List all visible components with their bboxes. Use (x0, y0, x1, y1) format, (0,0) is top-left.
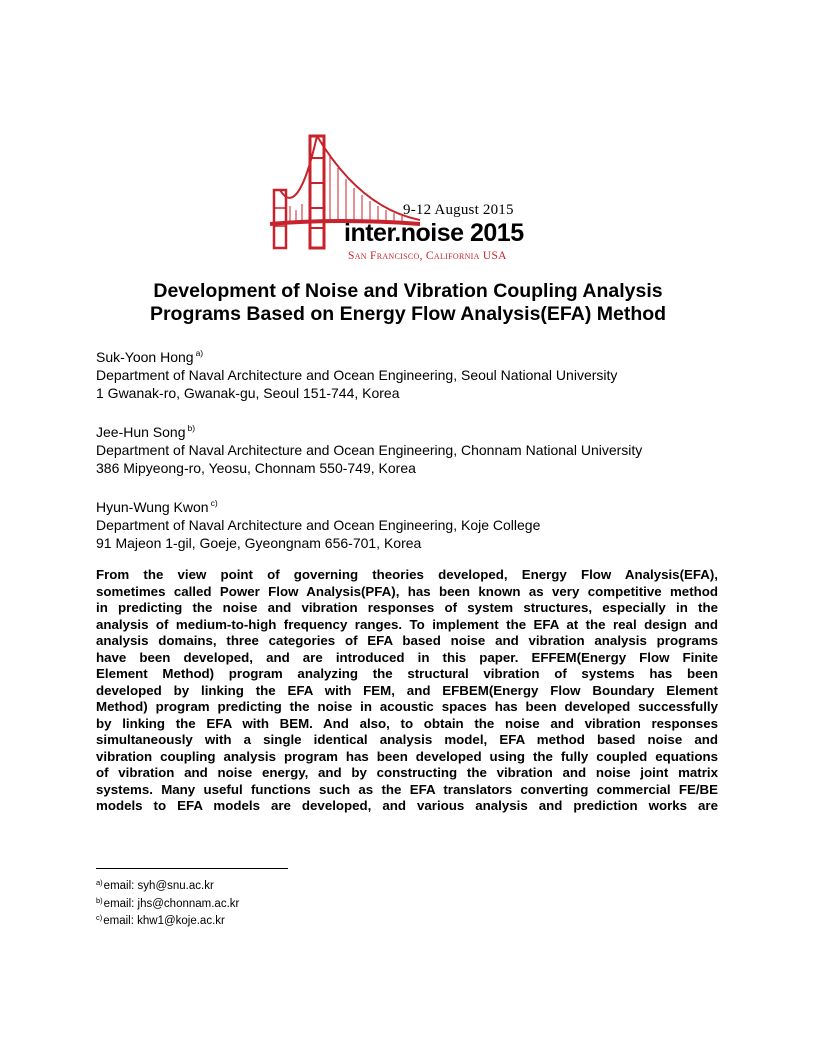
title-line-2: Programs Based on Energy Flow Analysis(EFA) Method (149, 303, 667, 325)
abstract-line: From the view point of governing theories developed, Energy Flow Analysis(EFA), (96, 567, 718, 582)
footnote-mark: b) (96, 895, 103, 905)
author-address: 1 Gwanak-ro, Gwanak-gu, Seoul 151-744, Korea (96, 385, 400, 401)
author-department: Department of Naval Architecture and Ocean Engineering, Koje College (96, 517, 541, 533)
author-department: Department of Naval Architecture and Ocean Engineering, Seoul National University (96, 367, 618, 383)
conference-logo (270, 128, 550, 268)
abstract-line: simultaneously with a single identical analysis model, EFA method based noise and (96, 732, 718, 747)
abstract-line: systems. Many useful functions such as the EFA translators converting commercial FE/BE (96, 781, 718, 797)
abstract-line: models to EFA models are developed, and various analysis and prediction works are (96, 798, 718, 813)
author-name: Jee-Hun Song (96, 424, 186, 440)
author-block-1 (96, 344, 617, 402)
footnote-a (96, 876, 239, 894)
abstract-line: Method) program predicting the noise in acoustic spaces has been developed successfully (96, 699, 718, 714)
author-mark: b) (187, 423, 196, 433)
conference-date: 9-12 August 2015 (403, 202, 514, 218)
abstract-line: sometimes called Power Flow Analysis(PFA), has been known as very competitive method (96, 583, 718, 599)
footnote-email: email: jhs@chonnam.ac.kr (103, 897, 240, 910)
paper-title (0, 280, 816, 326)
abstract-line: in predicting the noise and vibration responses of system structures, especially in the (96, 600, 718, 615)
abstract-line: of vibration and noise energy, and by constructing the vibration and noise joint matrix (96, 765, 718, 780)
abstract-line: analysis of medium-to-high frequency ranges. To implement the EFA at the real design and (96, 616, 718, 632)
abstract-line: analysis domains, three categories of EFA based noise and vibration analysis programs (96, 633, 718, 648)
author-block-3 (96, 494, 540, 552)
author-name: Suk-Yoon Hong (96, 349, 194, 365)
footnote-b (96, 894, 239, 912)
conference-name: inter.noise 2015 (344, 219, 524, 247)
footnote-mark: c) (96, 913, 103, 922)
footnote-mark: a) (96, 878, 103, 887)
conference-location: San Francisco, California USA (348, 250, 507, 262)
author-address: 386 Mipyeong-ro, Yeosu, Chonnam 550-749, Korea (96, 460, 416, 476)
title-line-1: Development of Noise and Vibration Coupling Analysis (153, 280, 663, 302)
abstract-line: have been developed, and are introduced in this paper. EFFEM(Energy Flow Finite (96, 649, 718, 665)
abstract-line: vibration coupling analysis program has been developed using the fully coupled equations (96, 748, 718, 764)
footnote-email: email: khw1@koje.ac.kr (103, 915, 225, 927)
author-department: Department of Naval Architecture and Ocean Engineering, Chonnam National University (96, 442, 643, 458)
author-mark: c) (210, 498, 218, 508)
abstract-line: developed by linking the EFA with FEM, and EFBEM(Energy Flow Boundary Element (96, 682, 718, 698)
abstract-line: by linking the EFA with BEM. And also, to obtain the noise and vibration responses (96, 715, 718, 731)
author-mark: a) (195, 348, 204, 358)
abstract (96, 567, 718, 815)
author-block-2 (96, 419, 642, 477)
abstract-line: Element Method) program analyzing the structural vibration of systems has been (96, 666, 718, 681)
author-address: 91 Majeon 1-gil, Goeje, Gyeongnam 656-701, Korea (96, 535, 422, 551)
footnote-email: email: syh@snu.ac.kr (103, 880, 214, 892)
footnote-c (96, 911, 239, 929)
author-name: Hyun-Wung Kwon (96, 499, 209, 515)
footnote-divider (96, 868, 288, 869)
footnotes (96, 876, 239, 929)
